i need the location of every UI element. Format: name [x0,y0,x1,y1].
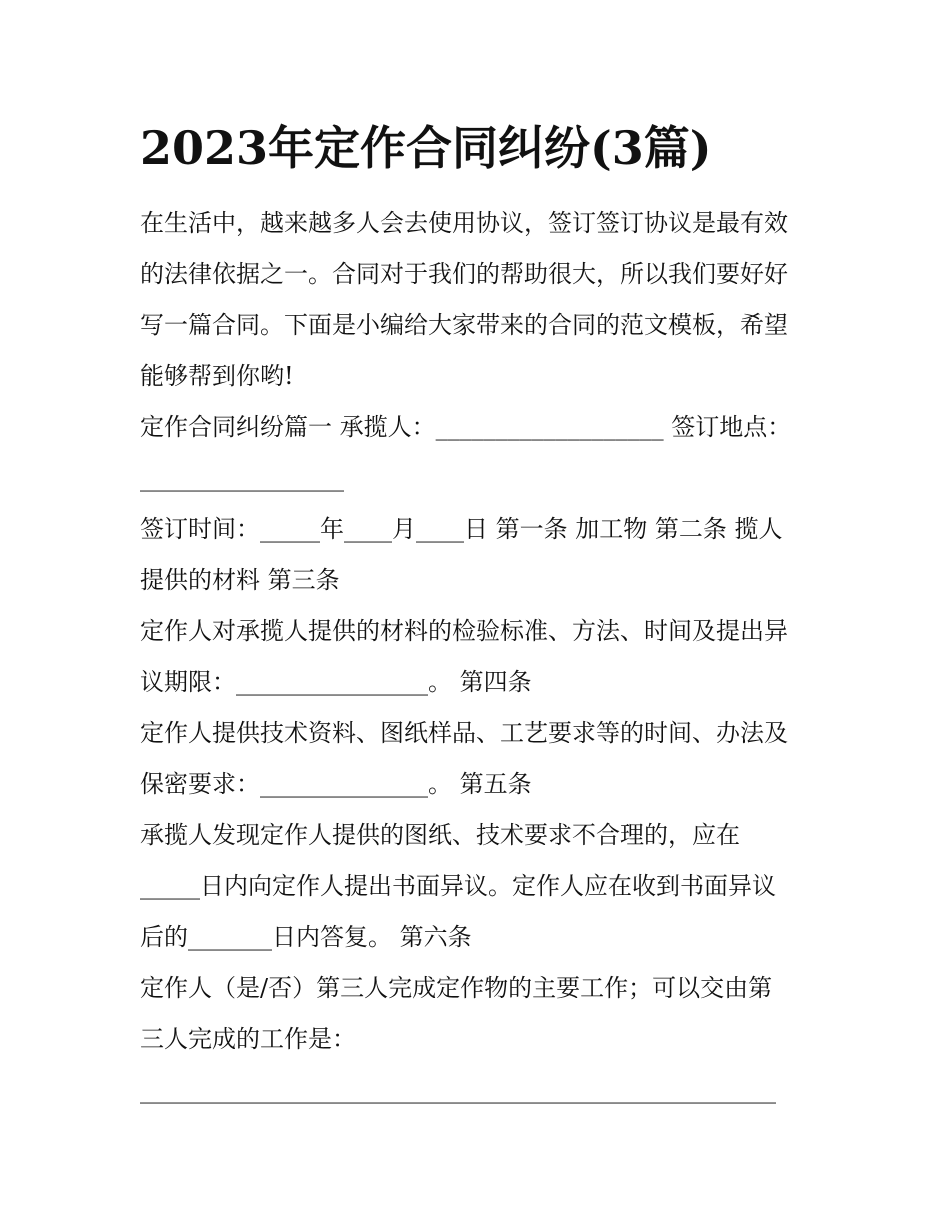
paragraph-line: 能够帮到你哟! [140,362,294,390]
paragraph-line: 保密要求：______________。 第五条 [140,770,532,798]
document-body [140,198,820,1116]
paragraph-line: _________________ [140,464,344,492]
paragraph-line: 写一篇合同。下面是小编给大家带来的合同的范文模板，希望 [140,311,788,339]
paragraph-line: 签订时间：_____年____月____日 第一条 加工物 第二条 揽人 [140,515,783,543]
paragraph-line: 定作人对承揽人提供的材料的检验标准、方法、时间及提出异 [140,617,788,645]
signature-blank-line: _____________________________________________________ [140,1076,776,1104]
paragraph-line: 定作合同纠纷篇一 承揽人：___________________ 签订地点： [140,413,792,441]
paragraph-line: _____日内向定作人提出书面异议。定作人应在收到书面异议 [140,872,776,900]
paragraph-line: 后的_______日内答复。 第六条 [140,923,472,951]
paragraph-line: 承揽人发现定作人提供的图纸、技术要求不合理的，应在 [140,821,740,849]
paragraph-line: 议期限：________________。 第四条 [140,668,532,696]
paragraph-line: 定作人（是/否）第三人完成定作物的主要工作；可以交由第 [140,974,773,1002]
document-title: 2023年定作合同纠纷(3篇) [140,121,712,175]
paragraph-line: 的法律依据之一。合同对于我们的帮助很大，所以我们要好好 [140,260,788,288]
paragraph-line: 三人完成的工作是： [140,1025,356,1053]
paragraph-line: 提供的材料 第三条 [140,566,340,594]
paragraph-line: 在生活中，越来越多人会去使用协议，签订签订协议是最有效 [140,209,788,237]
paragraph-line: 定作人提供技术资料、图纸样品、工艺要求等的时间、办法及 [140,719,788,747]
